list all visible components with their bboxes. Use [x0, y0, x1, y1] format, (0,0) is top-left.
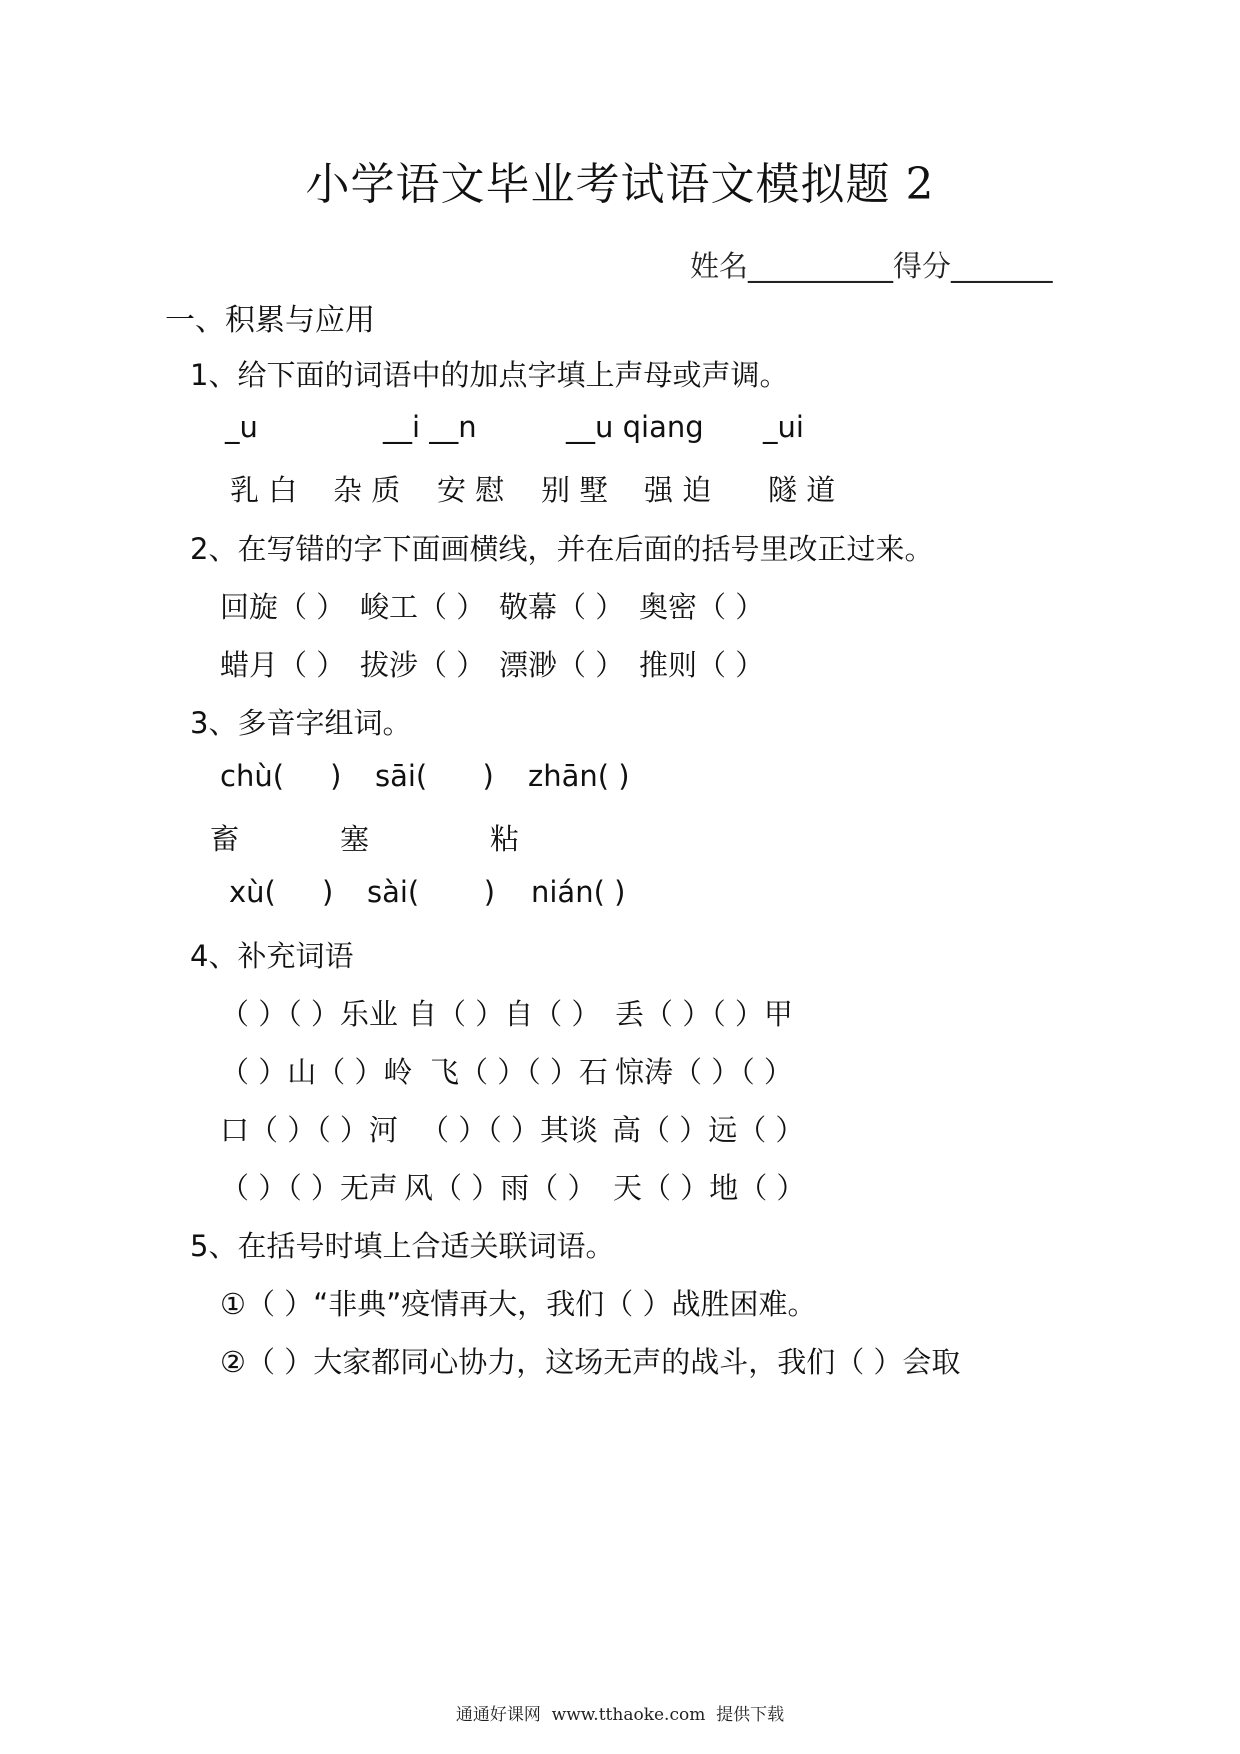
word-item: 别 墅 [541, 473, 609, 507]
pinyin-blank: xù( ) [229, 875, 334, 909]
correction-item: 奥密（ ） [639, 590, 765, 624]
correction-item: 推则（ ） [639, 648, 765, 682]
word-item: 安 慰 [437, 473, 505, 507]
correction-item: 敬幕（ ） [499, 590, 625, 624]
idiom-item: （ ）（ ）乐业 [220, 997, 398, 1031]
idiom-item: 口（ ）（ ）河 [220, 1113, 398, 1147]
idiom-item: （ ）（ ）无声 [220, 1171, 398, 1205]
pinyin-blank: zhān( ) [528, 759, 630, 793]
correction-item: 回旋（ ） [220, 590, 346, 624]
word-item: 乳 白 [230, 473, 298, 507]
idiom-item: 风（ ）雨（ ） [404, 1171, 597, 1205]
pinyin-blank: chù( ) [220, 759, 342, 793]
question-4-label: 4、补充词语 [190, 939, 354, 973]
name-score-line: 姓名__________得分_______ [690, 249, 1053, 283]
word-item: 强 迫 [644, 473, 712, 507]
correction-item: 漂渺（ ） [499, 648, 625, 682]
question-5-label: 5、在括号时填上合适关联词语。 [190, 1229, 615, 1263]
pinyin-blank: _ui [763, 410, 804, 444]
conjunction-item: ①（ ）“非典”疫情再大，我们（ ）战胜困难。 [220, 1287, 817, 1321]
page-title: 小学语文毕业考试语文模拟题 2 [305, 159, 935, 210]
polyphone-char: 畜 [210, 822, 240, 856]
word-item: 杂 质 [333, 473, 401, 507]
idiom-item: 天（ ）地（ ） [613, 1171, 806, 1205]
idiom-item: 自（ ）自（ ） [408, 997, 601, 1031]
polyphone-char: 塞 [340, 822, 370, 856]
word-item: 隧 道 [768, 473, 836, 507]
idiom-item: 丢（ ）（ ）甲 [615, 997, 793, 1031]
idiom-item: 惊涛（ ）（ ） [615, 1055, 793, 1089]
question-2-label: 2、在写错的字下面画横线，并在后面的括号里改正过来。 [190, 532, 934, 566]
pinyin-blank: __i __n [383, 410, 477, 444]
conjunction-item: ②（ ）大家都同心协力，这场无声的战斗，我们（ ）会取 [220, 1345, 961, 1379]
question-3-label: 3、多音字组词。 [190, 706, 412, 740]
pinyin-blank: nián( ) [531, 875, 626, 909]
polyphone-char: 粘 [490, 822, 520, 856]
correction-item: 峻工（ ） [360, 590, 486, 624]
pinyin-blank: __u qiang [566, 410, 704, 444]
pinyin-blank: sāi( ) [375, 759, 494, 793]
pinyin-blank: sài( ) [367, 875, 496, 909]
question-1-label: 1、给下面的词语中的加点字填上声母或声调。 [190, 358, 789, 392]
footer-source: 通通好课网 www.tthaoke.com 提供下载 [455, 1705, 785, 1725]
correction-item: 蜡月（ ） [220, 648, 346, 682]
idiom-item: 高（ ）远（ ） [612, 1113, 805, 1147]
section-heading: 一、积累与应用 [165, 303, 375, 338]
pinyin-blank: _u [225, 410, 258, 444]
correction-item: 拔涉（ ） [360, 648, 486, 682]
idiom-item: （ ）（ ）其谈 [420, 1113, 598, 1147]
idiom-item: （ ）山（ ）岭 [220, 1055, 413, 1089]
idiom-item: 飞（ ）（ ）石 [430, 1055, 608, 1089]
